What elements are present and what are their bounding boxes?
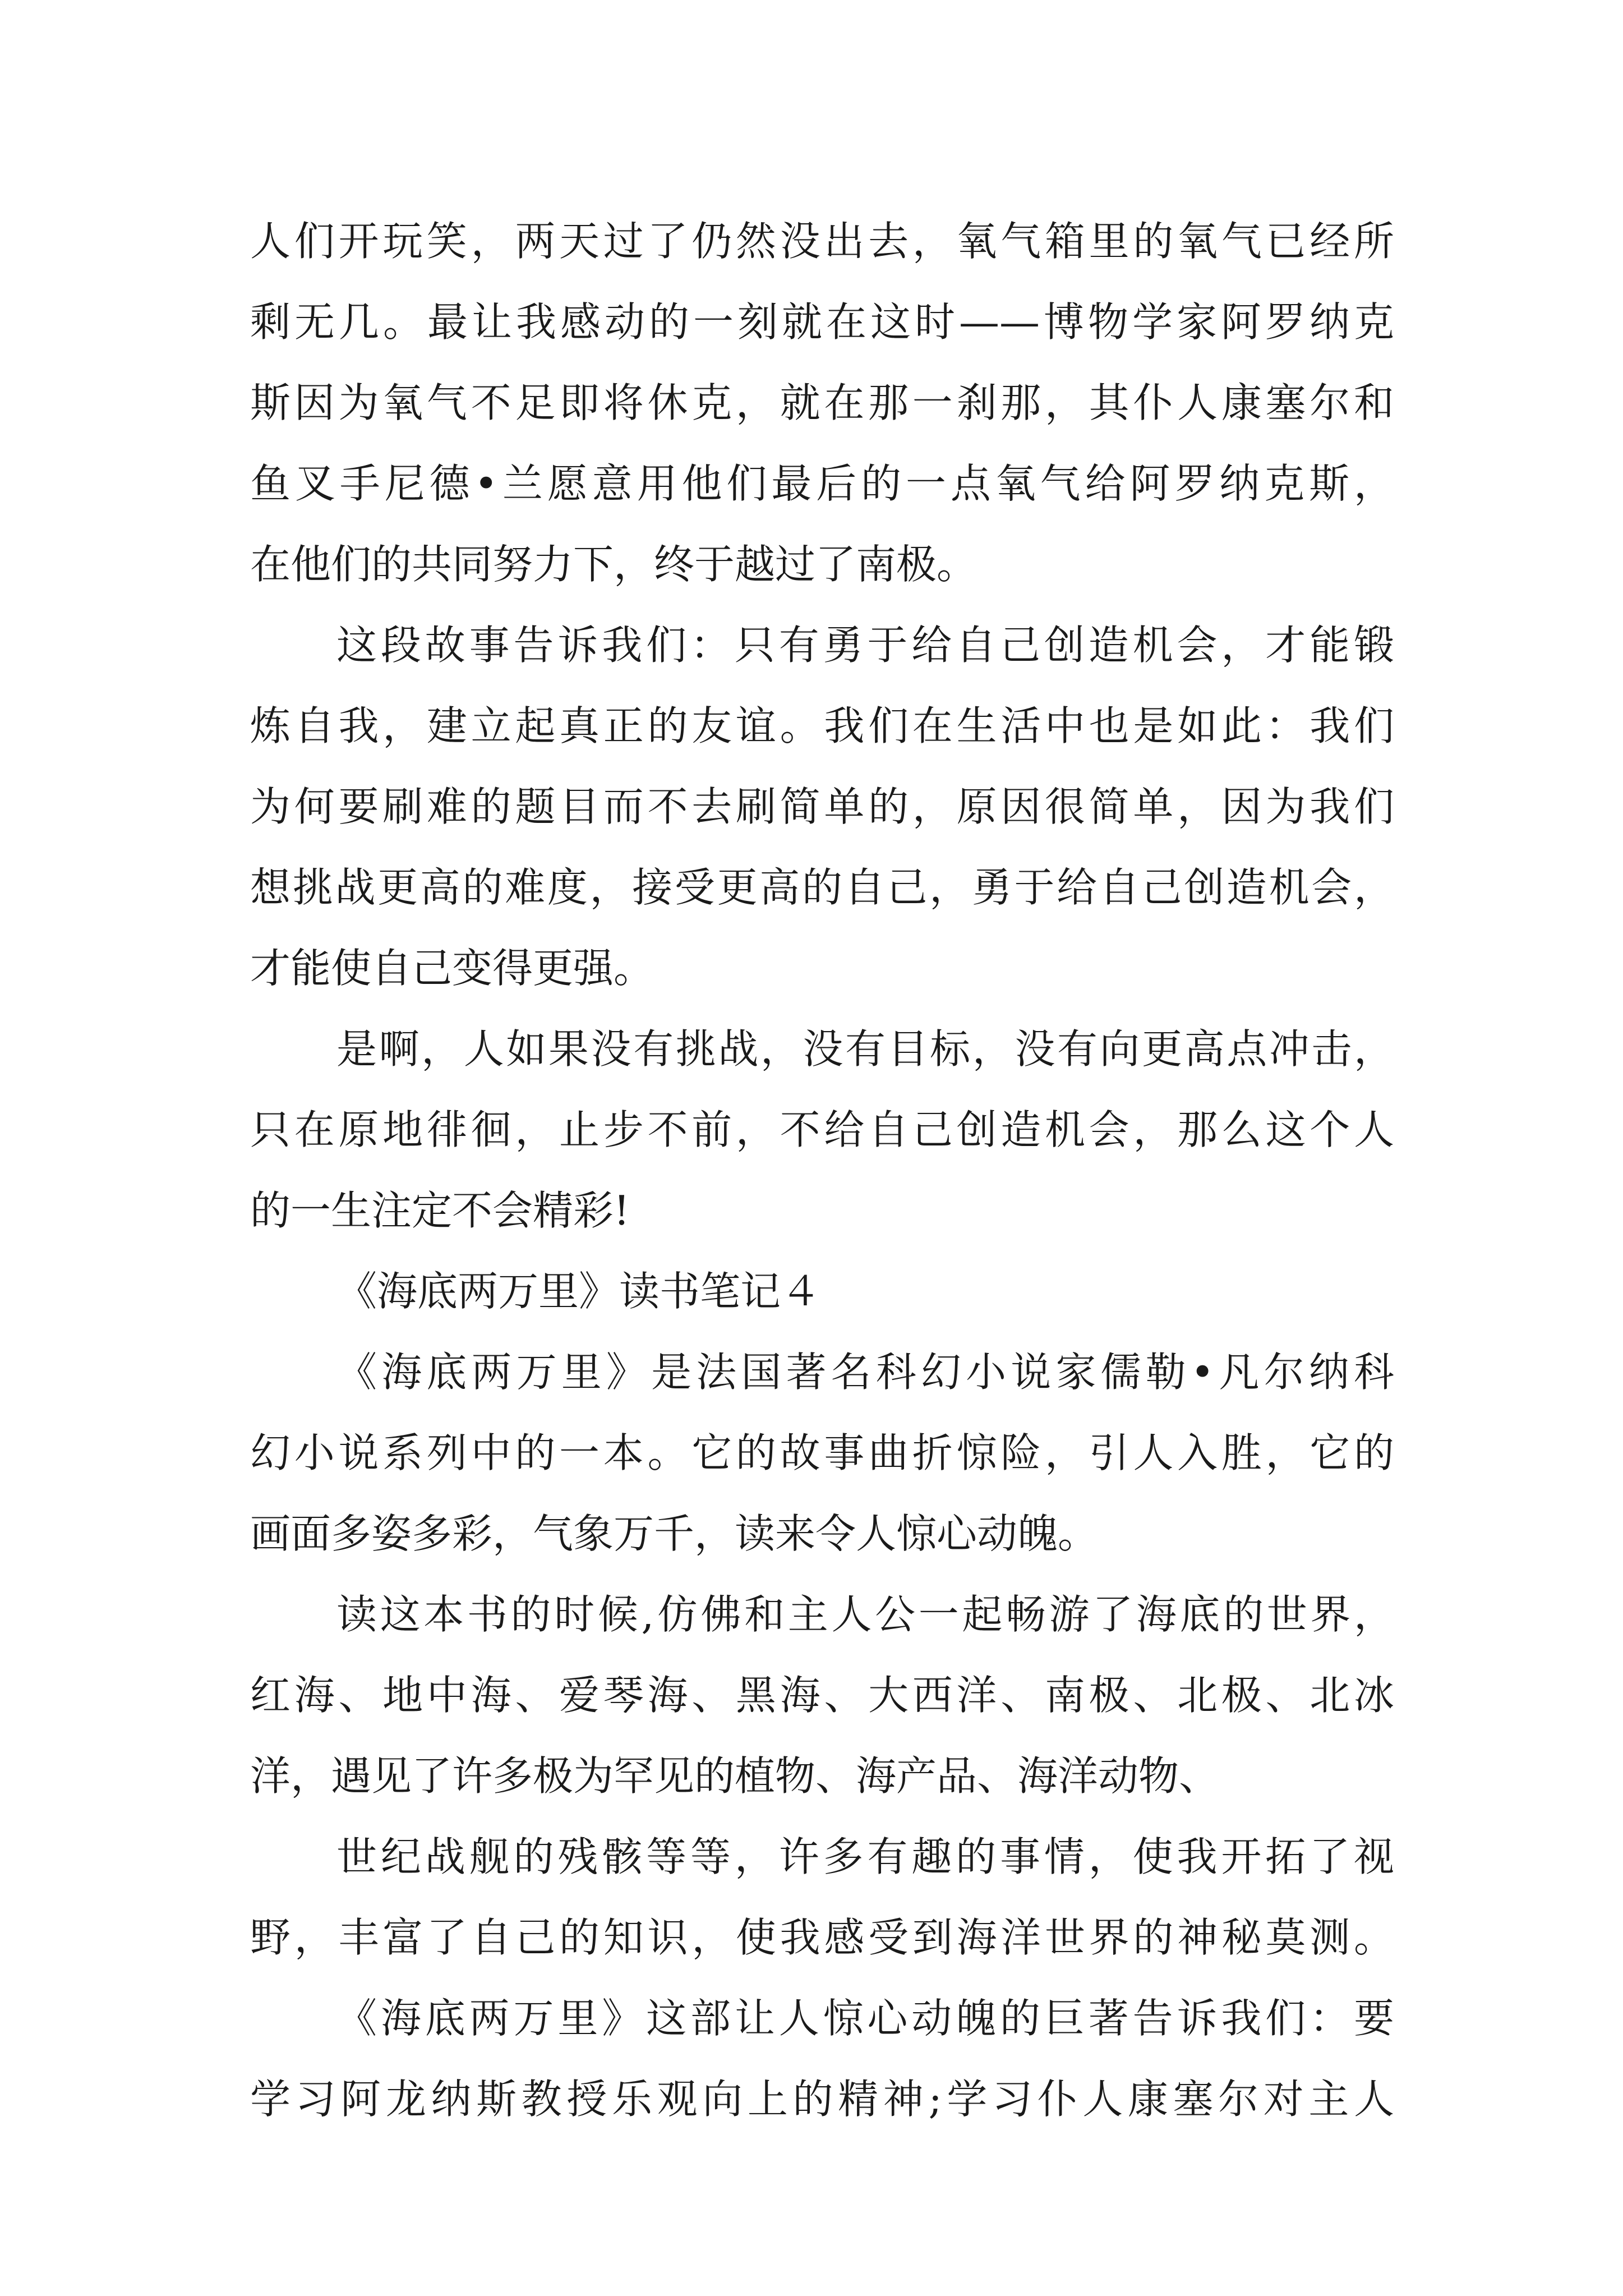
paragraph-first-line: 是啊，人如果没有挑战，没有目标，没有向更高点冲击， [336,1025,1394,1073]
text-line: 炼自我，建立起真正的友谊。我们在生活中也是如此：我们 [250,702,1394,749]
text-line: 鱼叉手尼德•兰愿意用他们最后的一点氧气给阿罗纳克斯， [250,460,1394,507]
text-line: 人们开玩笑，两天过了仍然没出去，氧气箱里的氧气已经所 [250,218,1394,265]
text-line: 红海、地中海、爱琴海、黑海、大西洋、南极、北极、北冰 [250,1672,1394,1719]
text-line: 想挑战更高的难度，接受更高的自己，勇于给自己创造机会， [250,864,1394,911]
paragraph-first-line: 《海底两万里》是法国著名科幻小说家儒勒•凡尔纳科 [336,1349,1394,1396]
paragraph-first-line: 这段故事告诉我们：只有勇于给自己创造机会，才能锻 [336,622,1394,669]
text-line: 为何要刷难的题目而不去刷简单的，原因很简单，因为我们 [250,783,1394,830]
text-line: 才能使自己变得更强。 [250,945,654,992]
text-line: 剩无几。最让我感动的一刻就在这时——博物学家阿罗纳克 [250,298,1394,346]
text-line: 幻小说系列中的一本。它的故事曲折惊险，引人入胜，它的 [250,1429,1394,1476]
section-heading: 《海底两万里》读书笔记４ [336,1268,822,1315]
text-line: 斯因为氧气不足即将休克，就在那一刹那，其仆人康塞尔和 [250,379,1394,426]
text-line: 学习阿龙纳斯教授乐观向上的精神;学习仆人康塞尔对主人 [250,2076,1394,2123]
text-line: 的一生注定不会精彩! [250,1187,630,1234]
text-line: 只在原地徘徊，止步不前，不给自己创造机会，那么这个人 [250,1106,1394,1153]
text-line: 洋，遇见了许多极为罕见的植物、海产品、海洋动物、 [250,1752,1220,1800]
text-line: 在他们的共同努力下，终于越过了南极。 [250,541,978,588]
text-line: 野，丰富了自己的知识，使我感受到海洋世界的神秘莫测。 [250,1914,1394,1961]
paragraph-first-line: 《海底两万里》这部让人惊心动魄的巨著告诉我们：要 [336,1995,1394,2042]
paragraph-first-line: 读这本书的时候,仿佛和主人公一起畅游了海底的世界， [336,1591,1394,1638]
text-line: 画面多姿多彩，气象万千，读来令人惊心动魄。 [250,1510,1099,1557]
paragraph-first-line: 世纪战舰的残骸等等，许多有趣的事情，使我开拓了视 [336,1833,1394,1880]
